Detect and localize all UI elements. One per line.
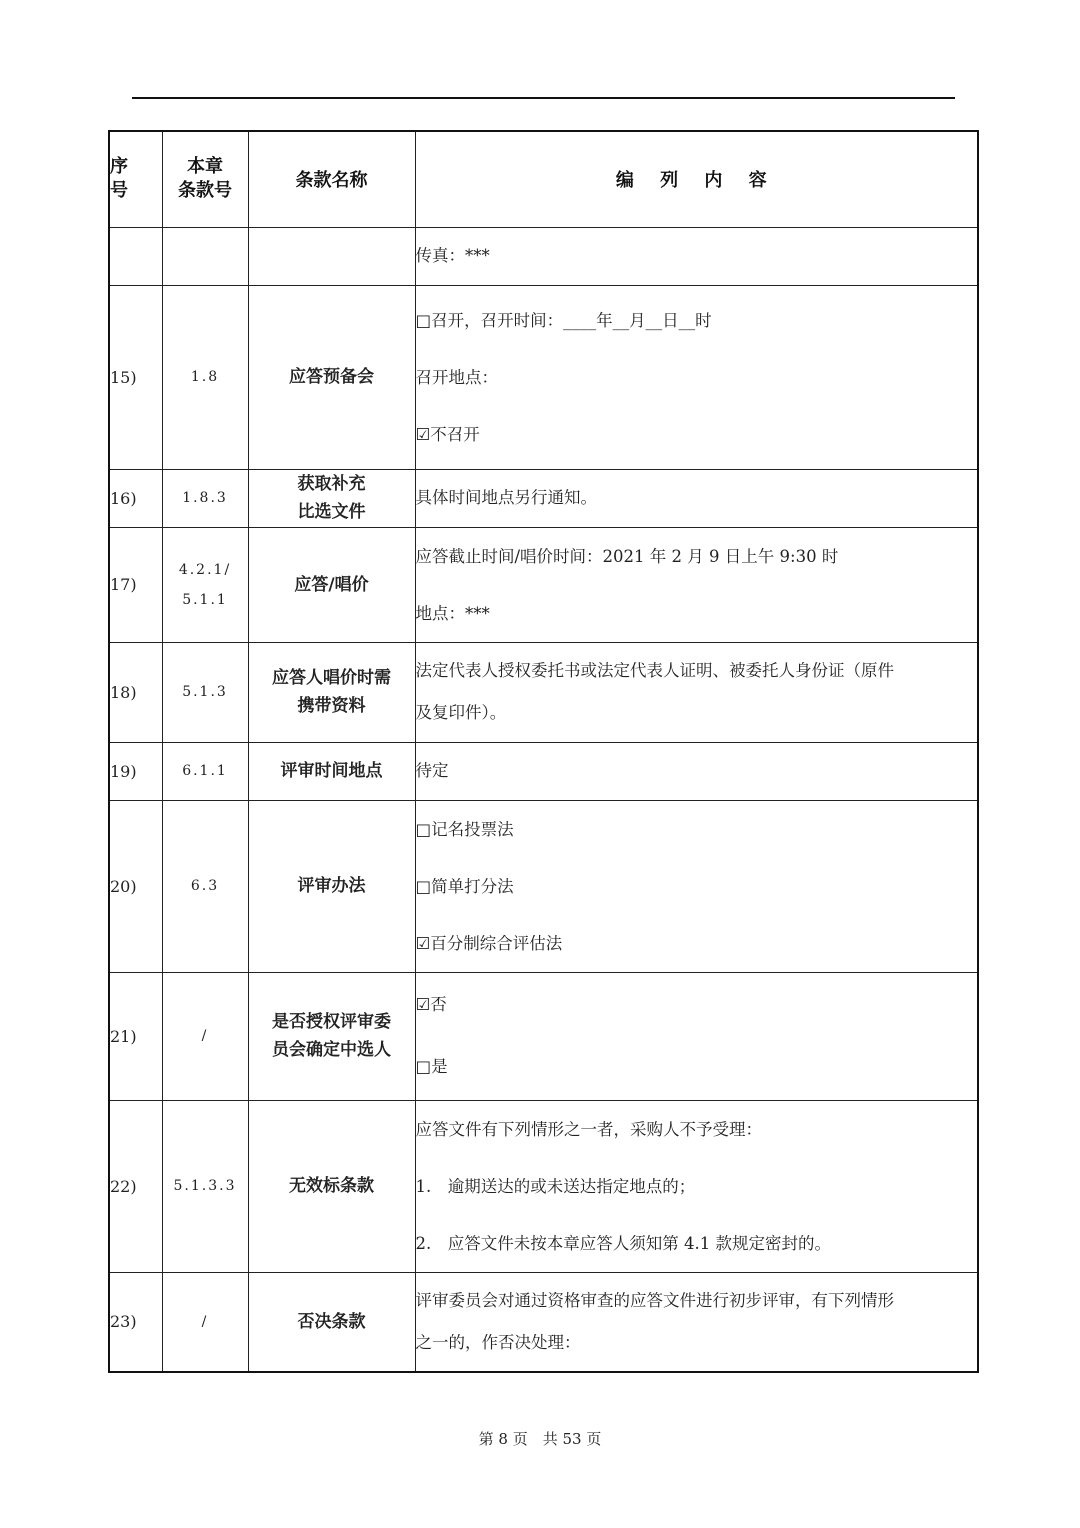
row-article: 6.1.1	[162, 742, 248, 800]
row-seq: 16)	[109, 469, 162, 527]
page-footer: 第 8 页 共 53 页	[478, 1430, 602, 1448]
table-row	[109, 1100, 978, 1272]
table-row	[109, 469, 978, 527]
row-seq: 21)	[109, 972, 162, 1100]
content-line: ☑否	[415, 995, 447, 1014]
table-row	[109, 527, 978, 642]
content-line: 传真：***	[415, 246, 490, 265]
row-article: /	[162, 1272, 248, 1372]
row-seq: 15)	[109, 285, 162, 469]
row-content	[415, 227, 978, 285]
content-line: □简单打分法	[415, 876, 514, 896]
content-line: 1. 逾期送达的或未送达指定地点的；	[415, 1176, 696, 1196]
row-clause-name	[248, 227, 415, 285]
header-seq: 序 号	[109, 131, 162, 227]
table-header-row	[109, 131, 978, 227]
row-seq: 17)	[109, 527, 162, 642]
row-seq: 18)	[109, 642, 162, 742]
row-clause-name: 是否授权评审委 员会确定中选人	[248, 972, 415, 1100]
row-content	[415, 1272, 978, 1372]
row-seq: 22)	[109, 1100, 162, 1272]
row-seq	[109, 227, 162, 285]
row-article: 1.8	[162, 285, 248, 469]
row-clause-name: 无效标条款	[248, 1100, 415, 1272]
content-line: 待定	[415, 761, 449, 780]
table-row	[109, 972, 978, 1100]
content-line: 评审委员会对通过资格审查的应答文件进行初步评审，有下列情形	[415, 1290, 894, 1310]
row-seq: 19)	[109, 742, 162, 800]
row-clause-name: 应答人唱价时需 携带资料	[248, 642, 415, 742]
content-line: □是	[415, 1057, 448, 1076]
table-row	[109, 742, 978, 800]
table-row	[109, 642, 978, 742]
content-line: □召开，召开时间：____年__月__日__时	[415, 310, 712, 330]
row-clause-name: 应答/唱价	[248, 527, 415, 642]
clause-table	[108, 130, 979, 1373]
content-line: 地点：***	[415, 603, 490, 623]
row-clause-name: 否决条款	[248, 1272, 415, 1372]
table-row	[109, 285, 978, 469]
row-article	[162, 227, 248, 285]
row-content	[415, 800, 978, 972]
row-article: 1.8.3	[162, 469, 248, 527]
row-content	[415, 642, 978, 742]
header-article: 本章 条款号	[162, 131, 248, 227]
row-clause-name: 评审办法	[248, 800, 415, 972]
row-content	[415, 527, 978, 642]
content-line: 之一的，作否决处理：	[415, 1332, 581, 1352]
header-clause-name: 条款名称	[248, 131, 415, 227]
row-content	[415, 742, 978, 800]
row-article: /	[162, 972, 248, 1100]
row-clause-name: 获取补充 比选文件	[248, 469, 415, 527]
content-line: 2. 应答文件未按本章应答人须知第 4.1 款规定密封的。	[415, 1233, 831, 1253]
row-article: 4.2.1/ 5.1.1	[162, 527, 248, 642]
content-line: 具体时间地点另行通知。	[415, 488, 597, 507]
content-line: 应答文件有下列情形之一者，采购人不予受理：	[415, 1119, 762, 1139]
row-clause-name: 应答预备会	[248, 285, 415, 469]
row-article: 5.1.3	[162, 642, 248, 742]
content-line: ☑不召开	[415, 424, 480, 444]
row-content	[415, 469, 978, 527]
table-row	[109, 800, 978, 972]
row-article: 5.1.3.3	[162, 1100, 248, 1272]
row-content	[415, 1100, 978, 1272]
content-line: ☑百分制综合评估法	[415, 933, 563, 953]
content-line: 召开地点：	[415, 367, 498, 387]
row-article: 6.3	[162, 800, 248, 972]
row-content	[415, 972, 978, 1100]
row-seq: 20)	[109, 800, 162, 972]
header-rule	[132, 97, 955, 99]
content-line: 及复印件）。	[415, 703, 507, 722]
table-row	[109, 227, 978, 285]
content-line: 应答截止时间/唱价时间：2021 年 2 月 9 日上午 9:30 时	[415, 546, 839, 566]
table-row	[109, 1272, 978, 1372]
content-line: 法定代表人授权委托书或法定代表人证明、被委托人身份证（原件	[415, 661, 894, 680]
row-content	[415, 285, 978, 469]
row-clause-name: 评审时间地点	[248, 742, 415, 800]
header-content: 编 列 内 容	[415, 131, 978, 227]
content-line: □记名投票法	[415, 819, 514, 839]
row-seq: 23)	[109, 1272, 162, 1372]
